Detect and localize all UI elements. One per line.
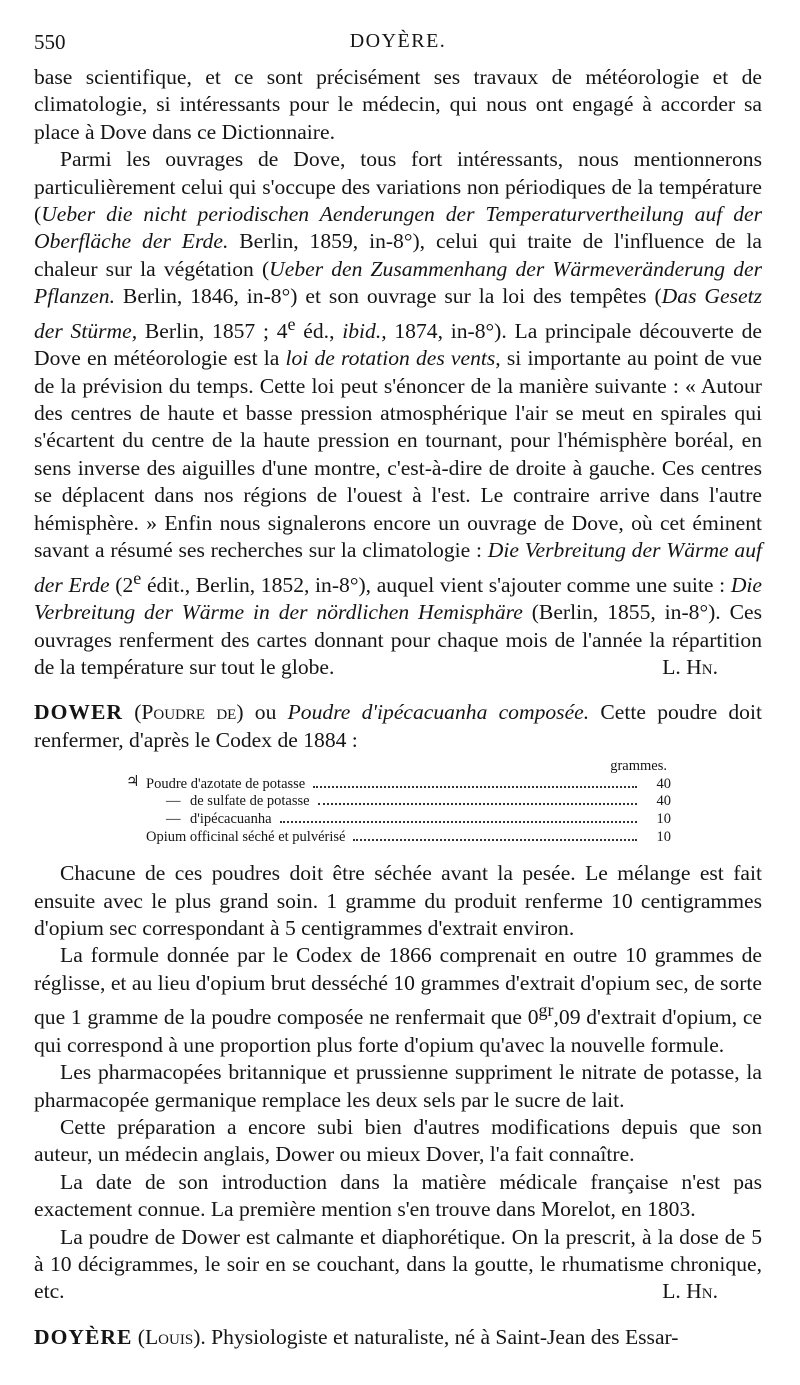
recipe-symbol: ♃ (126, 773, 140, 790)
author-signature: L. Hn. (662, 1279, 718, 1304)
doyere-entry: DOYÈRE (Louis). Physiologiste et naturaliste, né à Saint-Jean des Essar- (34, 1324, 679, 1349)
paragraph: La poudre de Dower est calmante et diaphorétique. On la prescrit, à la dose de 5 à 10 décigrammes, le soir en se couchant, dans la goutte, le rhumatisme chronique, etc. L. Hn. (34, 1224, 762, 1306)
author-signature: L. Hn. (662, 654, 718, 679)
page-number: 550 (34, 30, 66, 54)
table-row: ♃ Poudre d'azotate de potasse 40 (126, 773, 671, 792)
table-row: — d'ipécacuanha 10 (166, 810, 671, 827)
running-title: DOYÈRE. (349, 30, 447, 52)
unit-header: grammes. (610, 758, 667, 775)
entry-headword: DOYÈRE (34, 1324, 133, 1349)
table-row: — de sulfate de potasse 40 (166, 793, 671, 810)
dower-entry: DOWER (Poudre de) ou Poudre d'ipécacuanha composée. Cette poudre doit renfermer, d'après le Codex de 1884 : (34, 700, 762, 752)
entry-headword: DOWER (34, 700, 123, 725)
paragraph: La date de son introduction dans la matière médicale française n'est pas exactement connue. La première mention s'en trouve dans Morelot, en 1803. (34, 1169, 762, 1222)
formula-table (126, 758, 671, 846)
dove-works-paragraph: Parmi les ouvrages de Dove, tous fort intéressants, nous mentionnerons particulièrement celui qui s'occupe des variations non périodiques de la température (Ueber die nicht periodischen Aenderungen der Temperaturvertheilung auf der Oberfläche der Erde. Berlin, 1859, in-8°), celui qui traite de l'influence de la chaleur sur la végétation (Ueber den Zusammenhang der Wärmeveränderung der Pflanzen. Berlin, 1846, in-8°) et son ouvrage sur la loi des tempêtes (Das Gesetz der Stürme, Berlin, 1857 ; 4e éd., ibid., 1874, in-8°). La principale découverte de Dove en météorologie est la loi de rotation des vents, si importante au point de vue de la prévision du temps. Cette loi peut s'énoncer de la manière suivante : « Autour des centres de haute et basse pression atmosphérique l'air se meut en spirales qui s'écartent du centre de la haute pression en tournant, pour l'hémisphère boréal, en sens inverse des aiguilles d'une montre, c'est-à-dire de droite à gauche. Ces centres se déplacent dans nos régions de l'ouest à l'est. Le contraire arrive dans l'autre hémisphère. » Enfin nous signalerons encore un ouvrage de Dove, où cet éminent savant a résumé ses recherches sur la climatologie : Die Verbreitung der Wärme auf der Erde (2e édit., Berlin, 1852, in-8°), auquel vient s'ajouter comme une suite : Die Verbreitung der Wärme in der nördlichen Hemisphäre (Berlin, 1855, in-8°). Ces ouvrages renferment des cartes donnant pour chaque mois de l'année la répartition de la température sur tout le globe. L. Hn. (34, 146, 762, 681)
page-header (34, 30, 762, 64)
paragraph: Les pharmacopées britannique et prussienne suppriment le nitrate de potasse, la pharmacopée germanique remplace les deux sels par le sucre de lait. (34, 1060, 762, 1112)
table-row: Opium officinal séché et pulvérisé 10 (146, 828, 671, 845)
paragraph: La formule donnée par le Codex de 1866 comprenait en outre 10 grammes de réglisse, et au lieu d'opium brut desséché 10 grammes d'extrait d'opium sec, de sorte que 1 gramme de la poudre composée ne renfermait que $0^{gr},09$ d'extrait d'opium, ce qui correspond à une proportion plus forte d'opium qu'avec la nouvelle formule. (34, 943, 762, 1057)
intro-paragraph: base scientifique, et ce sont précisément ses travaux de météorologie et de climatologie, si intéressants pour le médecin, qui nous ont engagé à accorder sa place à Dove dans ce Dictionnaire. (34, 65, 762, 144)
paragraph: Chacune de ces poudres doit être séchée avant la pesée. Le mélange est fait ensuite avec le plus grand soin. 1 gramme du produit renferme 10 centigrammes d'opium sec correspondant à 5 centigrammes d'extrait environ. (34, 861, 762, 940)
paragraph: Cette préparation a encore subi bien d'autres modifications depuis que son auteur, un médecin anglais, Dower ou mieux Dover, l'a fait connaître. (34, 1114, 762, 1167)
